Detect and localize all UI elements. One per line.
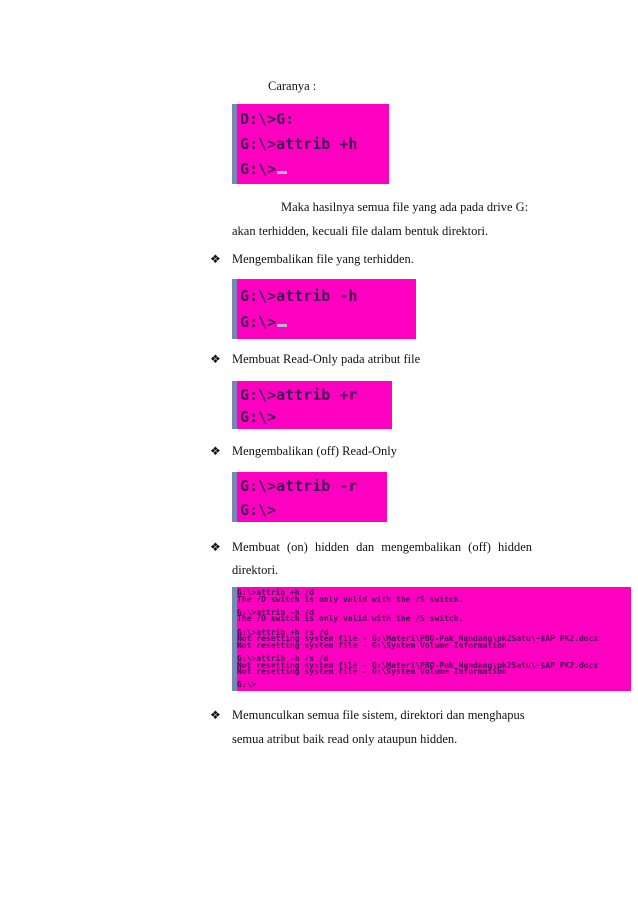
terminal-screenshot-attrib-plus-r bbox=[232, 381, 392, 429]
bullet-text-hidden-directory: Membuat (on) hidden dan mengembalikan (off) hidden bbox=[232, 540, 532, 554]
terminal-line: G:\> bbox=[237, 680, 257, 690]
diamond-bullet-icon: ❖ bbox=[210, 352, 221, 366]
terminal-screenshot-attrib-minus-h bbox=[232, 279, 416, 339]
terminal-line: The /D switch is only valid with the /S switch. bbox=[237, 614, 464, 624]
terminal-line: G:\>attrib -h bbox=[240, 287, 358, 305]
terminal-screenshot-attrib-minus-r bbox=[232, 472, 387, 522]
terminal-line: G:\>attrib -h /d bbox=[237, 607, 315, 617]
terminal-line: G:\> bbox=[240, 501, 277, 519]
bullet-text-read-only-off: Mengembalikan (off) Read-Only bbox=[232, 444, 397, 458]
terminal-line bbox=[240, 160, 287, 178]
terminal-line: G:\>attrib +h bbox=[240, 135, 358, 153]
diamond-bullet-icon: ❖ bbox=[210, 540, 221, 554]
terminal-prompt: G:\> bbox=[240, 313, 277, 331]
terminal-line: Not resetting system file - G:\System Volume Information bbox=[237, 667, 507, 677]
result-text-line2: akan terhidden, kecuali file dalam bentuk direktori. bbox=[232, 224, 489, 238]
terminal-line: G:\>attrib -r bbox=[240, 477, 358, 495]
cursor-icon bbox=[277, 324, 287, 327]
bullet-text-read-only: Membuat Read-Only pada atribut file bbox=[232, 352, 421, 366]
terminal-scrollbar bbox=[232, 472, 237, 522]
terminal-line: Not resetting system file - G:\Materi\PBO-Pak Nandang\pk2Satu\~$AP PK2.docx bbox=[237, 634, 599, 644]
terminal-line bbox=[237, 676, 598, 683]
terminal-line bbox=[240, 313, 287, 331]
terminal-line: Not resetting system file - G:\Materi\PBO-Pak Nandang\pk2Satu\~$AP PK2.docx bbox=[237, 660, 599, 670]
result-text-line1: Maka hasilnya semua file yang ada pada drive G: bbox=[281, 200, 529, 214]
terminal-scrollbar bbox=[232, 104, 237, 184]
terminal-prompt: G:\> bbox=[240, 160, 277, 178]
terminal-line: G:\>attrib -h /s /d bbox=[237, 653, 329, 663]
terminal-output bbox=[237, 590, 598, 689]
terminal-line: The /D switch is only valid with the /S switch. bbox=[237, 594, 464, 604]
bullet-text-unhide: Mengembalikan file yang terhidden. bbox=[232, 252, 414, 266]
bullet-text-show-system-files: Memunculkan semua file sistem, direktori dan menghapus bbox=[232, 708, 525, 722]
terminal-scrollbar bbox=[232, 279, 237, 339]
intro-text: Caranya : bbox=[268, 79, 317, 93]
terminal-line: D:\>G: bbox=[240, 110, 295, 128]
terminal-line: G:\>attrib +h /d bbox=[237, 588, 315, 597]
terminal-line: G:\>attrib +h /s /d bbox=[237, 627, 329, 637]
diamond-bullet-icon: ❖ bbox=[210, 252, 221, 266]
diamond-bullet-icon: ❖ bbox=[210, 444, 221, 458]
terminal-screenshot-attrib-plus-h bbox=[232, 104, 389, 184]
cursor-icon bbox=[277, 171, 287, 174]
terminal-line: Not resetting system file - G:\System Volume Information bbox=[237, 640, 507, 650]
terminal-scrollbar bbox=[232, 381, 237, 429]
diamond-bullet-icon: ❖ bbox=[210, 708, 221, 722]
terminal-line: G:\>attrib +r bbox=[240, 386, 358, 404]
terminal-line: G:\> bbox=[240, 408, 277, 426]
bullet-text-show-system-files-cont: semua atribut baik read only ataupun hidden. bbox=[232, 732, 458, 746]
terminal-screenshot-attrib-directory bbox=[232, 587, 631, 691]
bullet-text-hidden-directory-cont: direktori. bbox=[232, 563, 279, 577]
